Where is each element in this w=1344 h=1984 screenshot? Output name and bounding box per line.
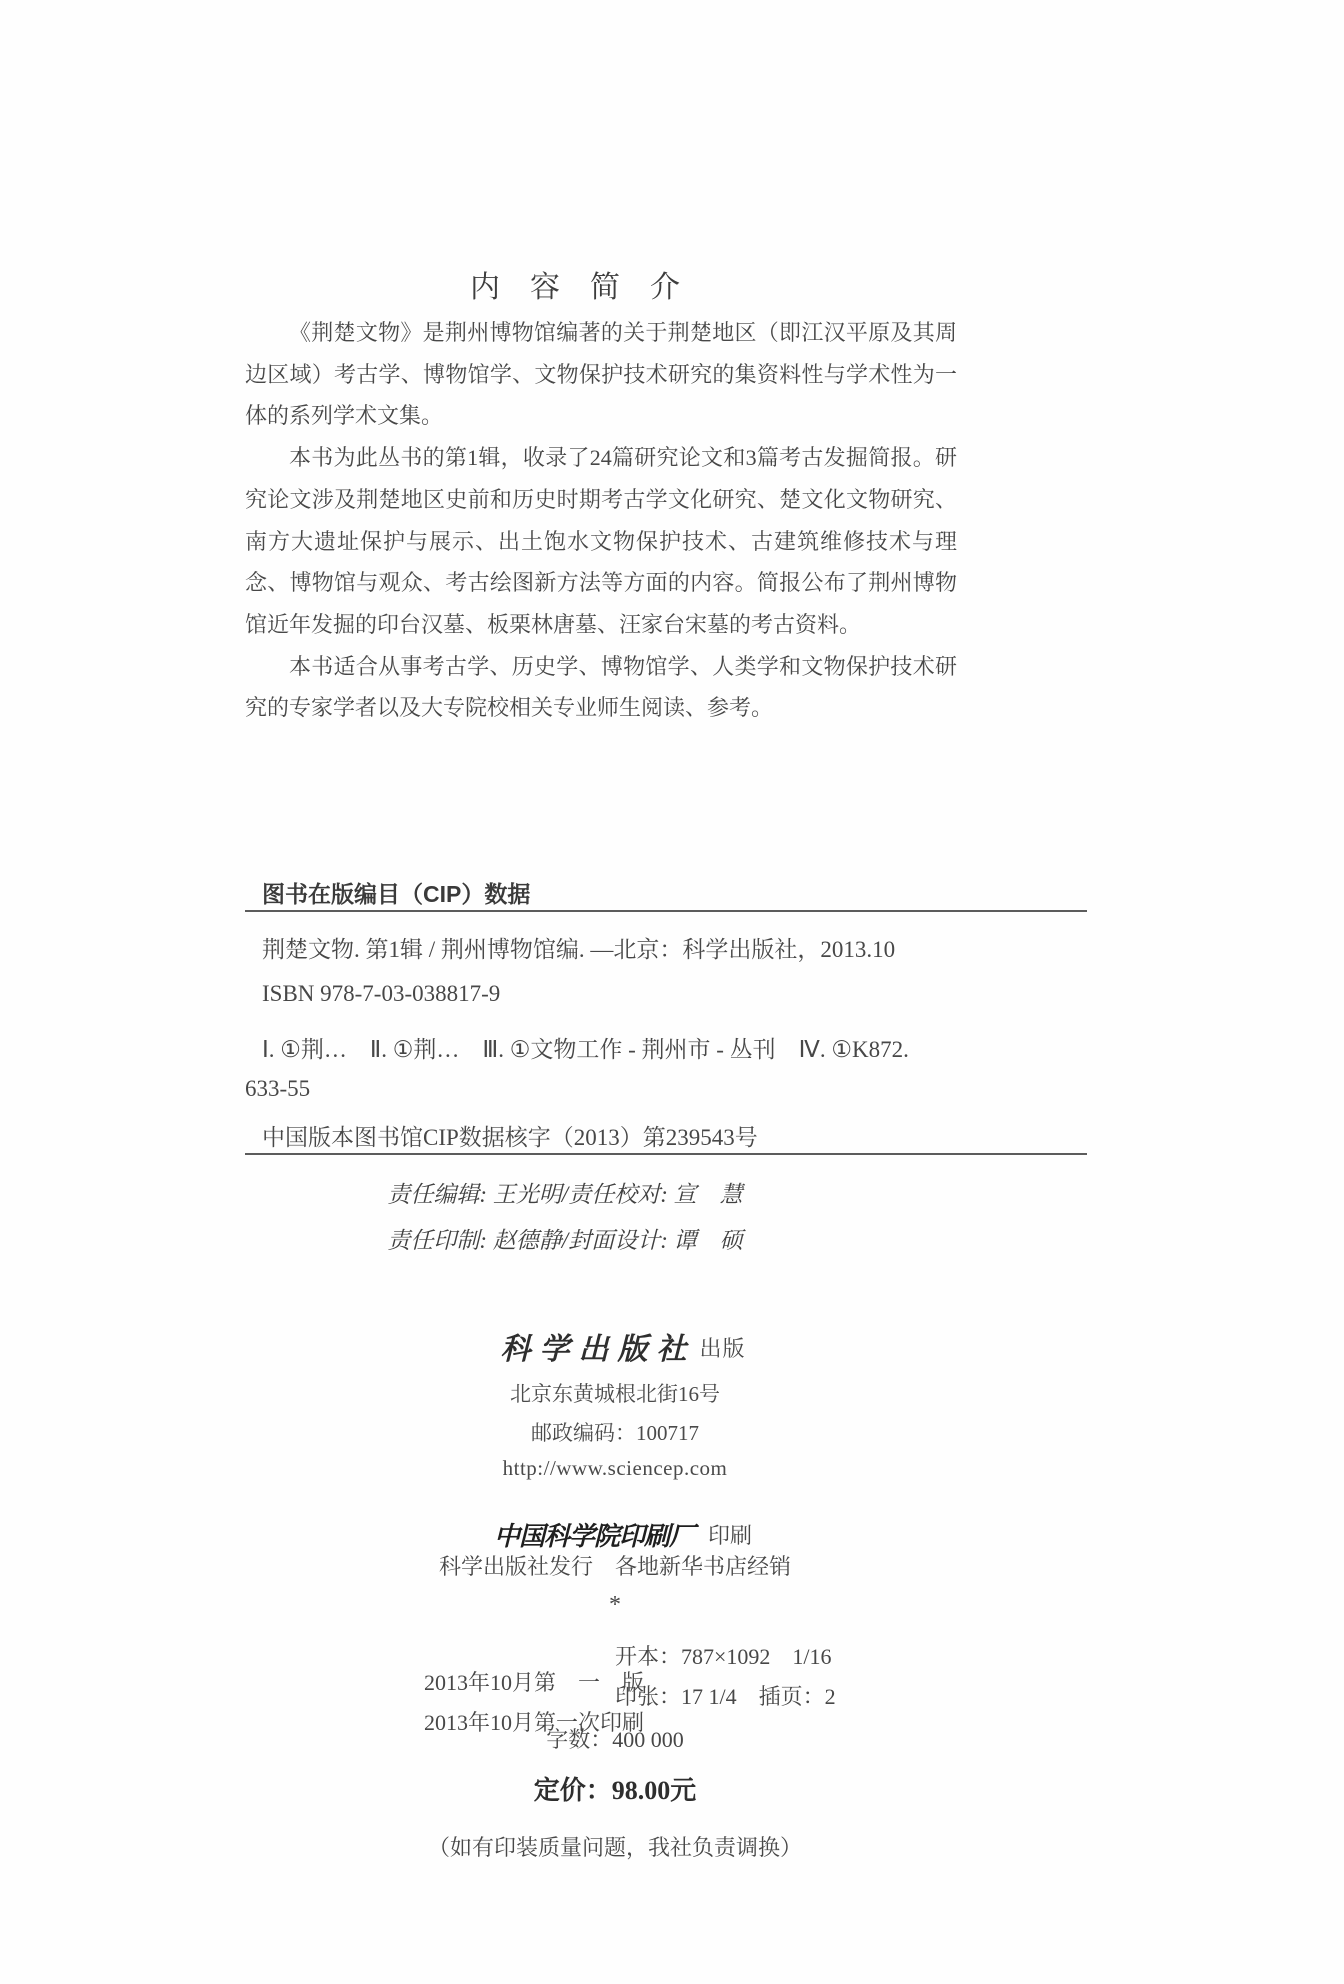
publisher-role-label: 出版 xyxy=(699,1336,746,1361)
cip-divider-top xyxy=(245,910,1087,912)
word-count: 字数：400 000 xyxy=(546,1727,684,1752)
printer-logo: 中国科学院印刷厂 xyxy=(493,1522,694,1551)
responsible-printer-line: 责任印制: 赵德静/封面设计: 谭 硕 xyxy=(387,1228,743,1253)
printed-sheets: 印张：17 1/4 插页：2 xyxy=(615,1684,836,1709)
price: 定价：98.00元 xyxy=(533,1776,697,1805)
cip-heading: 图书在版编目（CIP）数据 xyxy=(262,881,531,907)
cip-isbn: ISBN 978-7-03-038817-9 xyxy=(262,981,501,1006)
edition-date: 2013年10月第 一 版 xyxy=(424,1670,645,1695)
book-format: 开本：787×1092 1/16 xyxy=(615,1644,832,1669)
quality-note: （如有印装质量问题，我社负责调换） xyxy=(427,1835,802,1860)
responsible-editor-line: 责任编辑: 王光明/责任校对: 宣 慧 xyxy=(387,1182,743,1207)
publisher-website: http://www.sciencep.com xyxy=(502,1456,728,1480)
section-divider-asterisk: * xyxy=(609,1592,621,1618)
publisher-postcode: 邮政编码：100717 xyxy=(531,1421,699,1445)
printer-role-label: 印刷 xyxy=(708,1523,753,1548)
intro-section xyxy=(245,312,957,729)
cip-classification: Ⅰ. ①荆… Ⅱ. ①荆… Ⅲ. ①文物工作 - 荆州市 - 丛刊 Ⅳ. ①K872. xyxy=(262,1037,909,1062)
publisher-logo: 科学出版社 xyxy=(500,1333,696,1366)
intro-paragraph-3: 本书适合从事考古学、历史学、博物馆学、人类学和文物保护技术研究的专家学者以及大专院校相关专业师生阅读、参考。 xyxy=(245,653,957,721)
cip-divider-bottom xyxy=(245,1153,1087,1155)
publisher-logo-line xyxy=(245,1306,985,1386)
intro-paragraph-1: 《荆楚文物》是荆州博物馆编著的关于荆楚地区（即江汉平原及其周边区域）考古学、博物馆学、文物保护技术研究的集资料性与学术性为一体的系列学术文集。 xyxy=(245,320,957,429)
cip-registry-number: 中国版本图书馆CIP数据核字（2013）第239543号 xyxy=(262,1125,758,1150)
page-title: 内 容 简 介 xyxy=(470,271,680,304)
cip-title-line: 荆楚文物. 第1辑 / 荆州博物馆编. —北京：科学出版社，2013.10 xyxy=(262,937,896,962)
distribution-line: 科学出版社发行 各地新华书店经销 xyxy=(438,1554,791,1579)
impression-date: 2013年10月第一次印刷 xyxy=(424,1710,645,1735)
cip-classification-continued: 633-55 xyxy=(245,1076,311,1101)
intro-paragraph-2: 本书为此丛书的第1辑，收录了24篇研究论文和3篇考古发掘简报。研究论文涉及荆楚地区史前和历史时期考古学文化研究、楚文化文物研究、南方大遗址保护与展示、出土饱水文物保护技术、古建筑维修技术与理念、博物馆与观众、考古绘图新方法等方面的内容。简报公布了荆州博物馆近年发掘的印台汉墓、板栗林唐墓、汪家台宋墓的考古资料。 xyxy=(245,445,957,637)
publisher-address: 北京东黄城根北街16号 xyxy=(510,1382,720,1406)
